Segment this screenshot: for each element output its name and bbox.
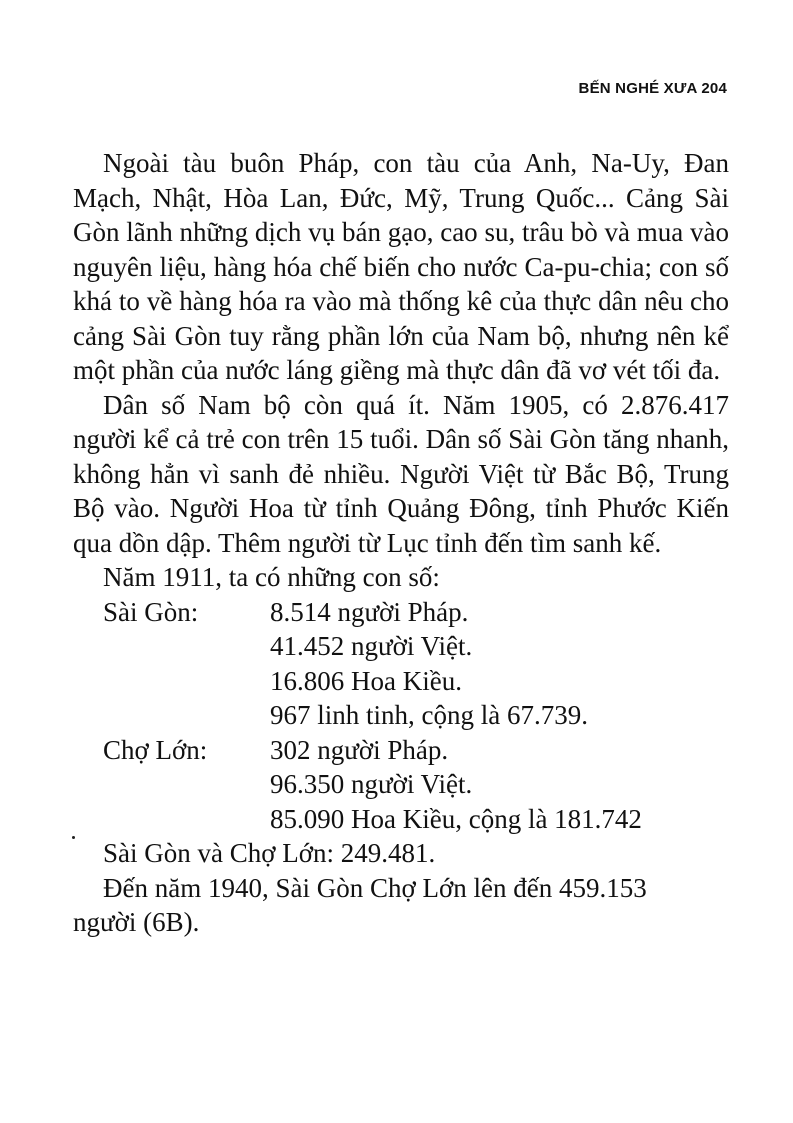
- stat-value: 302 người Pháp.: [270, 734, 449, 765]
- stats-intro: Năm 1911, ta có những con số:: [103, 562, 440, 592]
- combined-total: Sài Gòn và Chợ Lớn: 249.481.: [103, 838, 436, 868]
- closing-line-1: Đến năm 1940, Sài Gòn Chợ Lớn lên đến 459.153: [103, 872, 647, 903]
- closing-line-2: người (6B).: [73, 907, 200, 937]
- stat-value: 8.514 người Pháp.: [270, 596, 469, 627]
- city-label-saigon: Sài Gòn:: [103, 596, 199, 627]
- body-text: [73, 146, 729, 940]
- stat-value: 41.452 người Việt.: [270, 631, 473, 661]
- stat-value: 16.806 Hoa Kiều.: [270, 665, 462, 696]
- stat-row: [73, 767, 729, 802]
- stat-row: [73, 802, 729, 837]
- stat-row: [73, 664, 729, 699]
- stats-block-saigon: [73, 595, 729, 733]
- stat-value: 967 linh tinh, cộng là 67.739.: [270, 700, 588, 730]
- stats-block-cholon: [73, 733, 729, 837]
- stat-row: [73, 629, 729, 664]
- stat-row: [73, 733, 729, 768]
- paragraph-population: Dân số Nam bộ còn quá ít. Năm 1905, có 2.876.417 người kể cả trẻ con trên 15 tuổi. Dân số Sài Gòn tăng nhanh, không hẳn vì sanh đẻ nhiều. Người Việt từ Bắc Bộ, Trung Bộ vào. Người Hoa từ tỉnh Quảng Đông, tỉnh Phước Kiến qua dồn dập. Thêm người từ Lục tỉnh đến tìm sanh kế.: [73, 389, 729, 558]
- city-label-cholon: Chợ Lớn:: [103, 734, 208, 765]
- stat-row: [73, 698, 729, 733]
- running-header: BẾN NGHÉ XƯA 204: [578, 80, 727, 97]
- paragraph-port-trade: Ngoài tàu buôn Pháp, con tàu của Anh, Na-Uy, Đan Mạch, Nhật, Hòa Lan, Đức, Mỹ, Trung Quốc... Cảng Sài Gòn lãnh những dịch vụ bán gạo, cao su, trâu bò và mua vào nguyên liệu, hàng hóa chế biến cho nước Ca-pu-chia; con số khá to về hàng hóa ra vào mà thống kê của thực dân nêu cho cảng Sài Gòn tuy rằng phần lớn của Nam bộ, nhưng nên kể một phần của nước láng giềng mà thực dân đã vơ vét tối đa.: [73, 148, 729, 385]
- stat-row: [73, 595, 729, 630]
- stat-value: 85.090 Hoa Kiều, cộng là 181.742: [270, 803, 642, 834]
- print-speck: [72, 836, 75, 839]
- stat-value: 96.350 người Việt.: [270, 769, 473, 799]
